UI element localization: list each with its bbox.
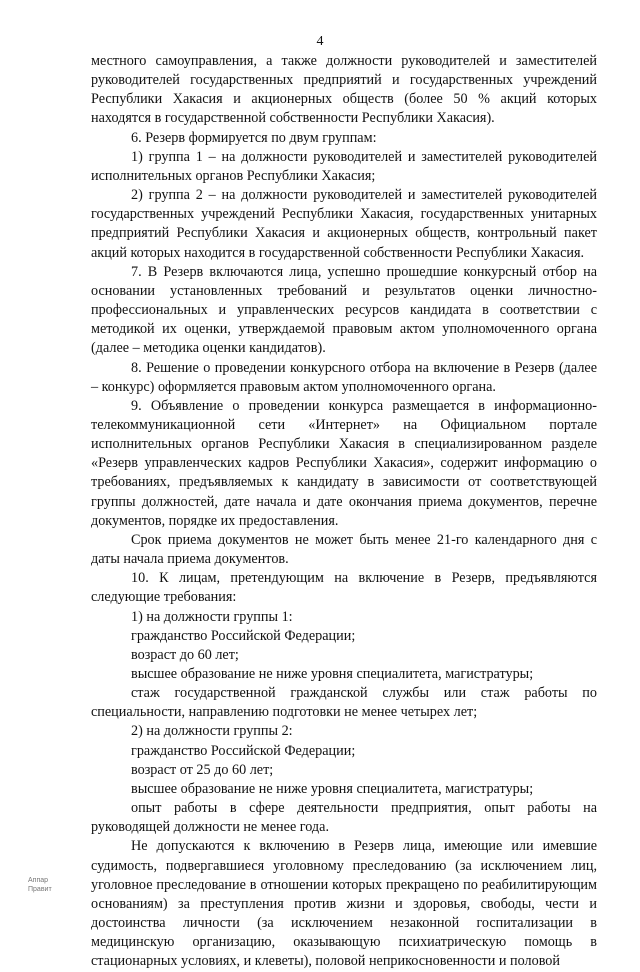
paragraph: 9. Объявление о проведении конкурса размещается в информационно-телекоммуникационной сети «Интернет» на Официальном портале исполнительных органов Республики Хакасия в специализированном разделе «Резерв управленческих кадров Республики Хакасия», содержит информацию о требованиях, предъявляемых к кандидату в зависимости от соответствующей группы должностей, дате начала и дате окончания приема документов, перечне документов, порядке их предоставления. (91, 397, 597, 529)
paragraph: 7. В Резерв включаются лица, успешно прошедшие конкурсный отбор на основании установленных требований и результатов оценки личностно-профессиональных и управленческих ресурсов кандидата в соответствии с методикой их оценки, утверждаемой правовым актом уполномоченного органа (далее – методика оценки кандидатов). (91, 263, 597, 357)
paragraph: Не допускаются к включению в Резерв лица, имеющие или имевшие судимость, подвергавшиеся уголовному преследованию (за исключением лиц, уголовное преследование в отношении которых прекращено по реабилитирующим основаниям) за преступления против жизни и здоровья, свободы, чести и достоинства личности (за исключением незаконной госпитализации в медицинскую организацию, оказывающую психиатрическую помощь в стационарных условиях, и клеветы), половой неприкосновенности и половой (91, 838, 597, 970)
footer-line: Правит (28, 886, 52, 893)
list-item: 1) на должности группы 1: (131, 608, 293, 625)
list-item: 2) на должности группы 2: (131, 723, 293, 740)
page-number: 4 (316, 34, 324, 49)
paragraph: 10. К лицам, претендующим на включение в Резерв, предъявляются следующие требования: (91, 570, 597, 606)
paragraph: 1) группа 1 – на должности руководителей и заместителей руководителей исполнительных органов Республики Хакасия; (91, 148, 597, 184)
list-item: опыт работы в сфере деятельности предприятия, опыт работы на руководящей должности не менее года. (91, 800, 597, 836)
document-body (91, 52, 597, 972)
list-item: стаж государственной гражданской службы или стаж работы по специальности, направлению подготовки не менее четырех лет; (91, 685, 597, 721)
footer-stamp (28, 876, 52, 894)
list-item: гражданство Российской Федерации; (131, 627, 356, 644)
footer-line: Аппар (28, 877, 49, 884)
paragraph: 6. Резерв формируется по двум группам: (131, 129, 377, 146)
paragraph: местного самоуправления, а также должности руководителей и заместителей руководителей государственных предприятий и государственных учреждений Республики Хакасия и акционерных обществ (более 50 % акций которых находятся в государственной собственности Республики Хакасия). (91, 53, 597, 127)
list-item: возраст до 60 лет; (131, 646, 239, 663)
list-item: возраст от 25 до 60 лет; (131, 761, 274, 778)
paragraph: Срок приема документов не может быть менее 21-го календарного дня с даты начала приема документов. (91, 531, 597, 568)
list-item: высшее образование не ниже уровня специалитета, магистратуры; (131, 780, 534, 797)
paragraph: 8. Решение о проведении конкурсного отбора на включение в Резерв (далее – конкурс) оформляется правовым актом уполномоченного органа. (91, 359, 597, 395)
paragraph: 2) группа 2 – на должности руководителей и заместителей руководителей государственных учреждений Республики Хакасия, государственных унитарных предприятий Республики Хакасия и акционерных обществ, контрольный пакет акций которых находится в государственной собственности Республики Хакасия. (91, 187, 597, 261)
list-item: гражданство Российской Федерации; (131, 742, 356, 759)
list-item: высшее образование не ниже уровня специалитета, магистратуры; (131, 666, 534, 682)
